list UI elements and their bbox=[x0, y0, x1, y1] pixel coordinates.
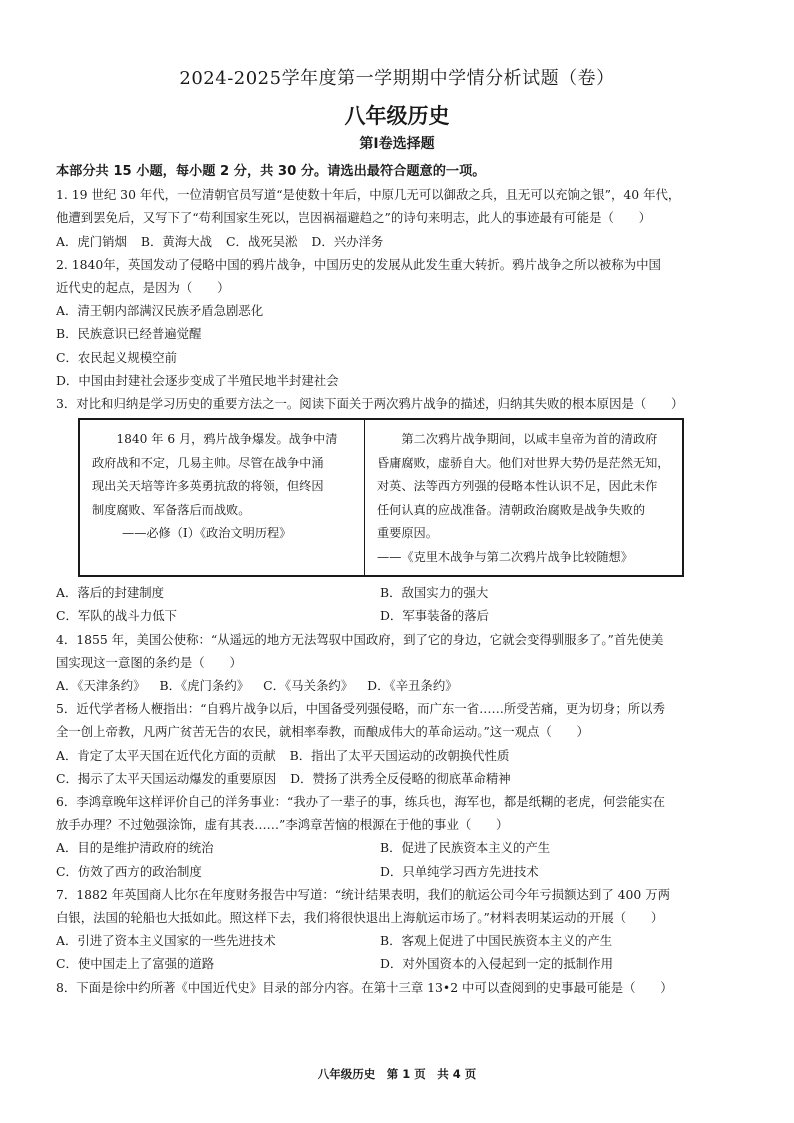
question-4 bbox=[56, 628, 746, 698]
material-left-line: 政府战和不定，几易主帅。尽管在战争中涌 bbox=[92, 455, 324, 470]
material-table bbox=[78, 418, 684, 577]
option-d[interactable]: D．兴办洋务 bbox=[311, 233, 384, 249]
question-2-stem-line-1: 2. 1840年，英国发动了侵略中国的鸦片战争，中国历史的发展从此发生重大转折。鸦片战争之所以被称为中国 bbox=[56, 256, 661, 272]
option-a[interactable]: A．引进了资本主义国家的一些先进技术 bbox=[56, 933, 276, 949]
option-c[interactable]: C．《马关条约》 bbox=[263, 678, 354, 694]
question-5-options-row-2 bbox=[56, 767, 746, 790]
option-b[interactable]: B．民族意识已经普遍觉醒 bbox=[56, 326, 202, 342]
question-1 bbox=[56, 183, 746, 253]
option-a[interactable]: A．清王朝内部满汉民族矛盾急剧恶化 bbox=[56, 303, 264, 319]
material-right-line: 昏庸腐败，虚骄自大。他们对世界大势仍是茫然无知， bbox=[377, 455, 670, 470]
question-7 bbox=[56, 883, 746, 976]
question-4-stem-line-2: 国实现这一意图的条约是（ ） bbox=[56, 654, 242, 670]
question-1-stem-line-2: 他遭到罢免后，又写下了“苟利国家生死以，岂因祸福避趋之”的诗句来明志，此人的事迹最有可能是（ ） bbox=[56, 210, 652, 226]
material-left-source: ——必修（Ⅰ）《政治文明历程》 bbox=[122, 526, 292, 541]
option-b[interactable]: B．黄海大战 bbox=[140, 233, 212, 249]
material-left-line: 制度腐败、军备落后而战败。 bbox=[92, 502, 251, 517]
question-6-stem-line-2: 放手办理？不过勉强涂饰，虚有其表……”李鸿章苦恼的根源在于他的事业（ ） bbox=[56, 817, 509, 833]
question-3-options-row-2 bbox=[56, 604, 746, 627]
material-right-line: 对英、法等西方列强的侵略本性认识不足，因此未作 bbox=[377, 479, 658, 494]
material-right-cell bbox=[365, 419, 684, 576]
option-b[interactable]: B．《虎门条约》 bbox=[159, 678, 250, 694]
material-right-line: 任何认真的应战准备。清朝政治腐败是战争失败的 bbox=[377, 502, 646, 517]
material-left-cell bbox=[79, 419, 365, 576]
option-b[interactable]: B．敌国实力的强大 bbox=[380, 585, 489, 601]
option-c[interactable]: C．农民起义规模空前 bbox=[56, 349, 177, 365]
option-c[interactable]: C．仿效了西方的政治制度 bbox=[56, 863, 202, 879]
option-d[interactable]: D．《辛丑条约》 bbox=[367, 678, 458, 694]
question-8-stem-line-1: 8．下面是徐中约所著《中国近代史》目录的部分内容。在第十三章 13•2 中可以查阅到的史事最可能是（ ） bbox=[56, 979, 673, 995]
question-1-stem-line-1: 1. 19 世纪 30 年代，一位清朝官员写道“是使数十年后，中原几无可以御敌之兵，且无可以充饷之银”，40 年代， bbox=[56, 187, 681, 203]
question-7-stem-line-2: 白银，法国的轮船也大抵如此。照这样下去，我们将很快退出上海航运市场了。”材料表明某运动的开展（ ） bbox=[56, 910, 664, 926]
option-b[interactable]: B．客观上促进了中国民族资本主义的产生 bbox=[380, 933, 613, 949]
option-a[interactable]: A．落后的封建制度 bbox=[56, 585, 165, 601]
option-c[interactable]: C．战死吴淞 bbox=[225, 233, 298, 249]
question-1-options bbox=[56, 230, 746, 253]
material-right-line: 重要原因。 bbox=[377, 526, 438, 541]
material-right-line: 第二次鸦片战争期间，以咸丰皇帝为首的清政府 bbox=[401, 432, 658, 447]
option-b[interactable]: B．促进了民族资本主义的产生 bbox=[380, 840, 551, 856]
question-3-stem-line-1: 3．对比和归纳是学习历史的重要方法之一。阅读下面关于两次鸦片战争的描述，归纳其失败的根本原因是（ ） bbox=[56, 396, 684, 412]
option-b[interactable]: B．指出了太平天国运动的改朝换代性质 bbox=[289, 747, 510, 763]
option-d[interactable]: D．对外国资本的入侵起到一定的抵制作用 bbox=[380, 956, 613, 972]
material-left-line: 现出关天培等许多英勇抗敌的将领，但终因 bbox=[92, 479, 324, 494]
question-6-options-row-2 bbox=[56, 860, 746, 883]
question-5 bbox=[56, 697, 746, 790]
question-2-stem-line-2: 近代史的起点，是因为（ ） bbox=[56, 280, 230, 296]
question-7-options-row-2 bbox=[56, 952, 746, 975]
question-5-stem-line-2: 全一创上帝教，凡两广贫苦无告的农民，就相率奉教，而酿成伟大的革命运动。”这一观点（ ） bbox=[56, 724, 589, 740]
question-2 bbox=[56, 253, 746, 392]
question-area bbox=[56, 160, 746, 999]
question-3 bbox=[56, 392, 746, 628]
option-c[interactable]: C．军队的战斗力低下 bbox=[56, 608, 177, 624]
question-6-stem-line-1: 6．李鸿章晚年这样评价自己的洋务事业：“我办了一辈子的事，练兵也，海军也，都是纸糊的老虎，何尝能实在 bbox=[56, 794, 665, 810]
option-d[interactable]: D．赞扬了洪秀全反侵略的彻底革命精神 bbox=[290, 770, 511, 786]
question-4-stem-line-1: 4．1855 年，美国公使称：“从遥远的地方无法驾驭中国政府，到了它的身边，它就会变得驯服多了。”首先使美 bbox=[56, 631, 664, 647]
option-a[interactable]: A．《天津条约》 bbox=[56, 678, 146, 694]
option-d[interactable]: D．军事装备的落后 bbox=[380, 608, 490, 624]
question-6 bbox=[56, 790, 746, 883]
question-7-options-row-1 bbox=[56, 929, 746, 952]
question-5-options-row-1 bbox=[56, 744, 746, 767]
option-a[interactable]: A．虎门销烟 bbox=[56, 233, 127, 249]
exam-title: 2024-2025学年度第一学期期中学情分析试题（卷） bbox=[179, 68, 615, 89]
question-8 bbox=[56, 976, 746, 999]
subject-title: 八年级历史 bbox=[344, 104, 450, 128]
section-instruction: 本部分共 15 小题，每小题 2 分，共 30 分。请选出最符合题意的一项。 bbox=[56, 164, 486, 179]
page-footer: 八年级历史 第 1 页 共 4 页 bbox=[317, 1067, 477, 1081]
option-a[interactable]: A．目的是维护清政府的统治 bbox=[56, 840, 214, 856]
option-d[interactable]: D．只单纯学习西方先进技术 bbox=[380, 863, 539, 879]
option-d[interactable]: D．中国由封建社会逐步变成了半殖民地半封建社会 bbox=[56, 372, 339, 388]
question-4-options bbox=[56, 674, 746, 697]
option-c[interactable]: C．使中国走上了富强的道路 bbox=[56, 956, 215, 972]
question-6-options-row-1 bbox=[56, 836, 746, 859]
part-title: 第Ⅰ卷选择题 bbox=[359, 136, 435, 152]
option-c[interactable]: C．揭示了太平天国运动爆发的重要原因 bbox=[56, 770, 277, 786]
question-5-stem-line-1: 5．近代学者杨人楩指出：“自鸦片战争以后，中国备受列强侵略，而广东一省……所受苦痛，更为切身；所以秀 bbox=[56, 701, 665, 717]
question-3-options-row-1 bbox=[56, 581, 746, 604]
option-a[interactable]: A．肯定了太平天国在近代化方面的贡献 bbox=[56, 747, 276, 763]
material-right-source: ——《克里木战争与第二次鸦片战争比较随想》 bbox=[377, 549, 633, 564]
material-left-line: 1840 年 6 月，鸦片战争爆发。战争中清 bbox=[116, 432, 338, 447]
question-7-stem-line-1: 7．1882 年英国商人比尔在年度财务报告中写道：“统计结果表明，我们的航运公司今年亏损额达到了 400 万两 bbox=[56, 886, 671, 902]
